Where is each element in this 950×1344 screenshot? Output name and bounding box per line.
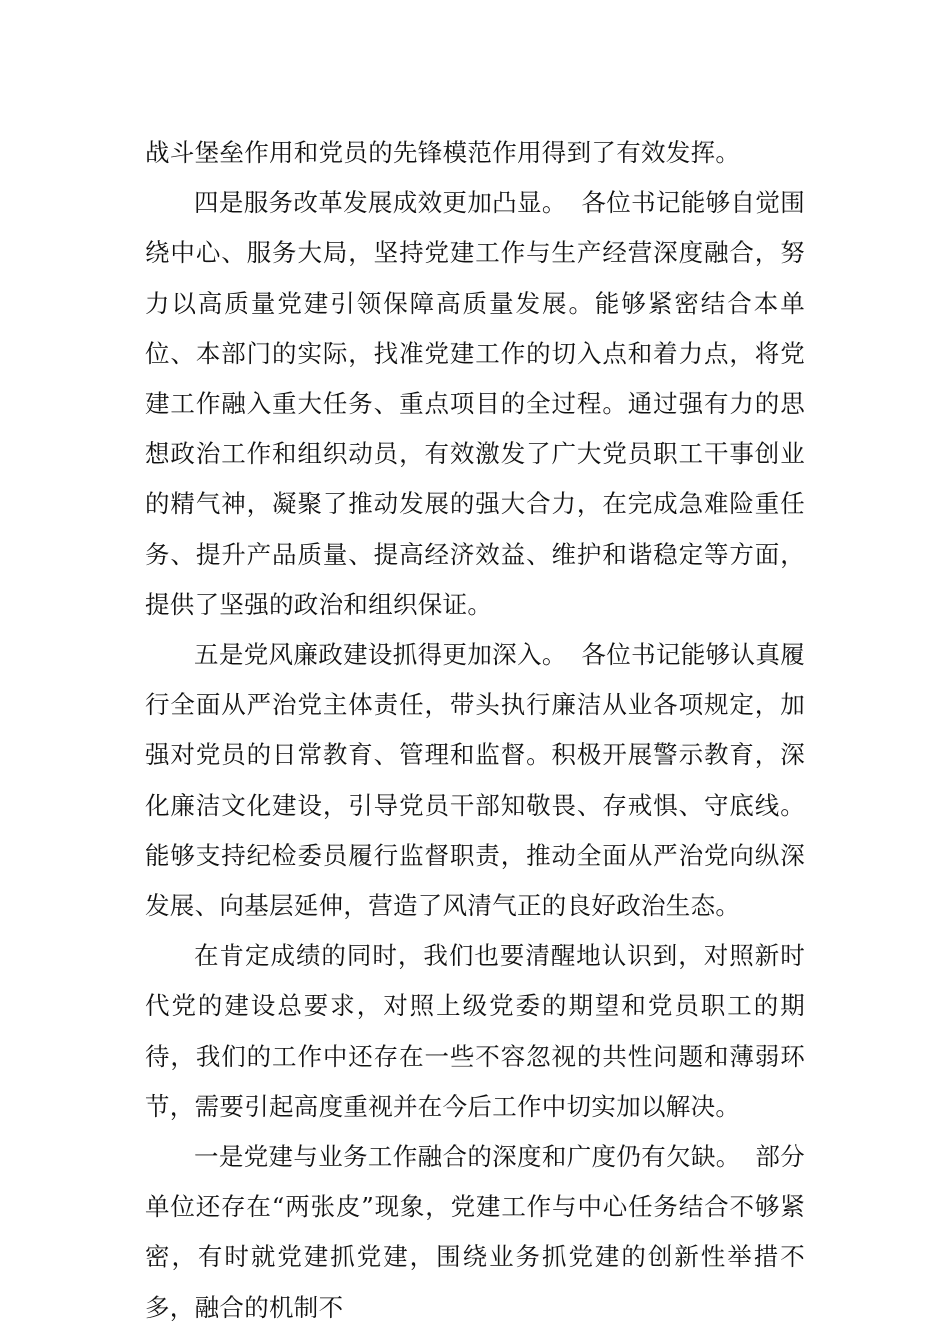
paragraph-text: 各位书记能够自觉围绕中心、服务大局，坚持党建工作与生产经营深度融合，努力以高质量党建引领保障高质量发展。能够紧密结合本单位、本部门的实际，找准党建工作的切入点和着力点，将党建工作融入重大任务、重点项目的全过程。通过强有力的思想政治工作和组织动员，有效激发了广大党员职工干事创业的精气神，凝聚了推动发展的强大合力，在完成急难险重任务、提升产品质量、提高经济效益、维护和谐稳定等方面，提供了坚强的政治和组织保证。	[145, 188, 806, 619]
paragraph-1	[145, 128, 805, 178]
paragraph-3	[145, 630, 805, 931]
paragraph-text: 在肯定成绩的同时，我们也要清醒地认识到，对照新时代党的建设总要求，对照上级党委的期望和党员职工的期待，我们的工作中还存在一些不容忽视的共性问题和薄弱环节，需要引起高度重视并在今后工作中切实加以解决。	[145, 941, 805, 1121]
paragraph-lead: 四是服务改革发展成效更加凸显。	[194, 188, 567, 218]
paragraph-lead: 一是党建与业务工作融合的深度和广度仍有欠缺。	[194, 1142, 741, 1172]
paragraph-text: 战斗堡垒作用和党员的先锋模范作用得到了有效发挥。	[145, 138, 741, 167]
paragraph-2	[145, 178, 805, 630]
body-text	[145, 128, 805, 1333]
paragraph-lead: 五是党风廉政建设抓得更加深入。	[194, 640, 567, 670]
paragraph-4	[145, 931, 805, 1132]
paragraph-5	[145, 1132, 805, 1333]
paragraph-text: 部分单位还存在“两张皮”现象，党建工作与中心任务结合不够紧密，有时就党建抓党建，围绕业务抓党建的创新性举措不多，融合的机制不	[145, 1142, 805, 1322]
paragraph-text: 各位书记能够认真履行全面从严治党主体责任，带头执行廉洁从业各项规定，加强对党员的日常教育、管理和监督。积极开展警示教育，深化廉洁文化建设，引导党员干部知敬畏、存戒惧、守底线。能够支持纪检委员履行监督职责，推动全面从严治党向纵深发展、向基层延伸，营造了风清气正的良好政治生态。	[145, 640, 806, 921]
